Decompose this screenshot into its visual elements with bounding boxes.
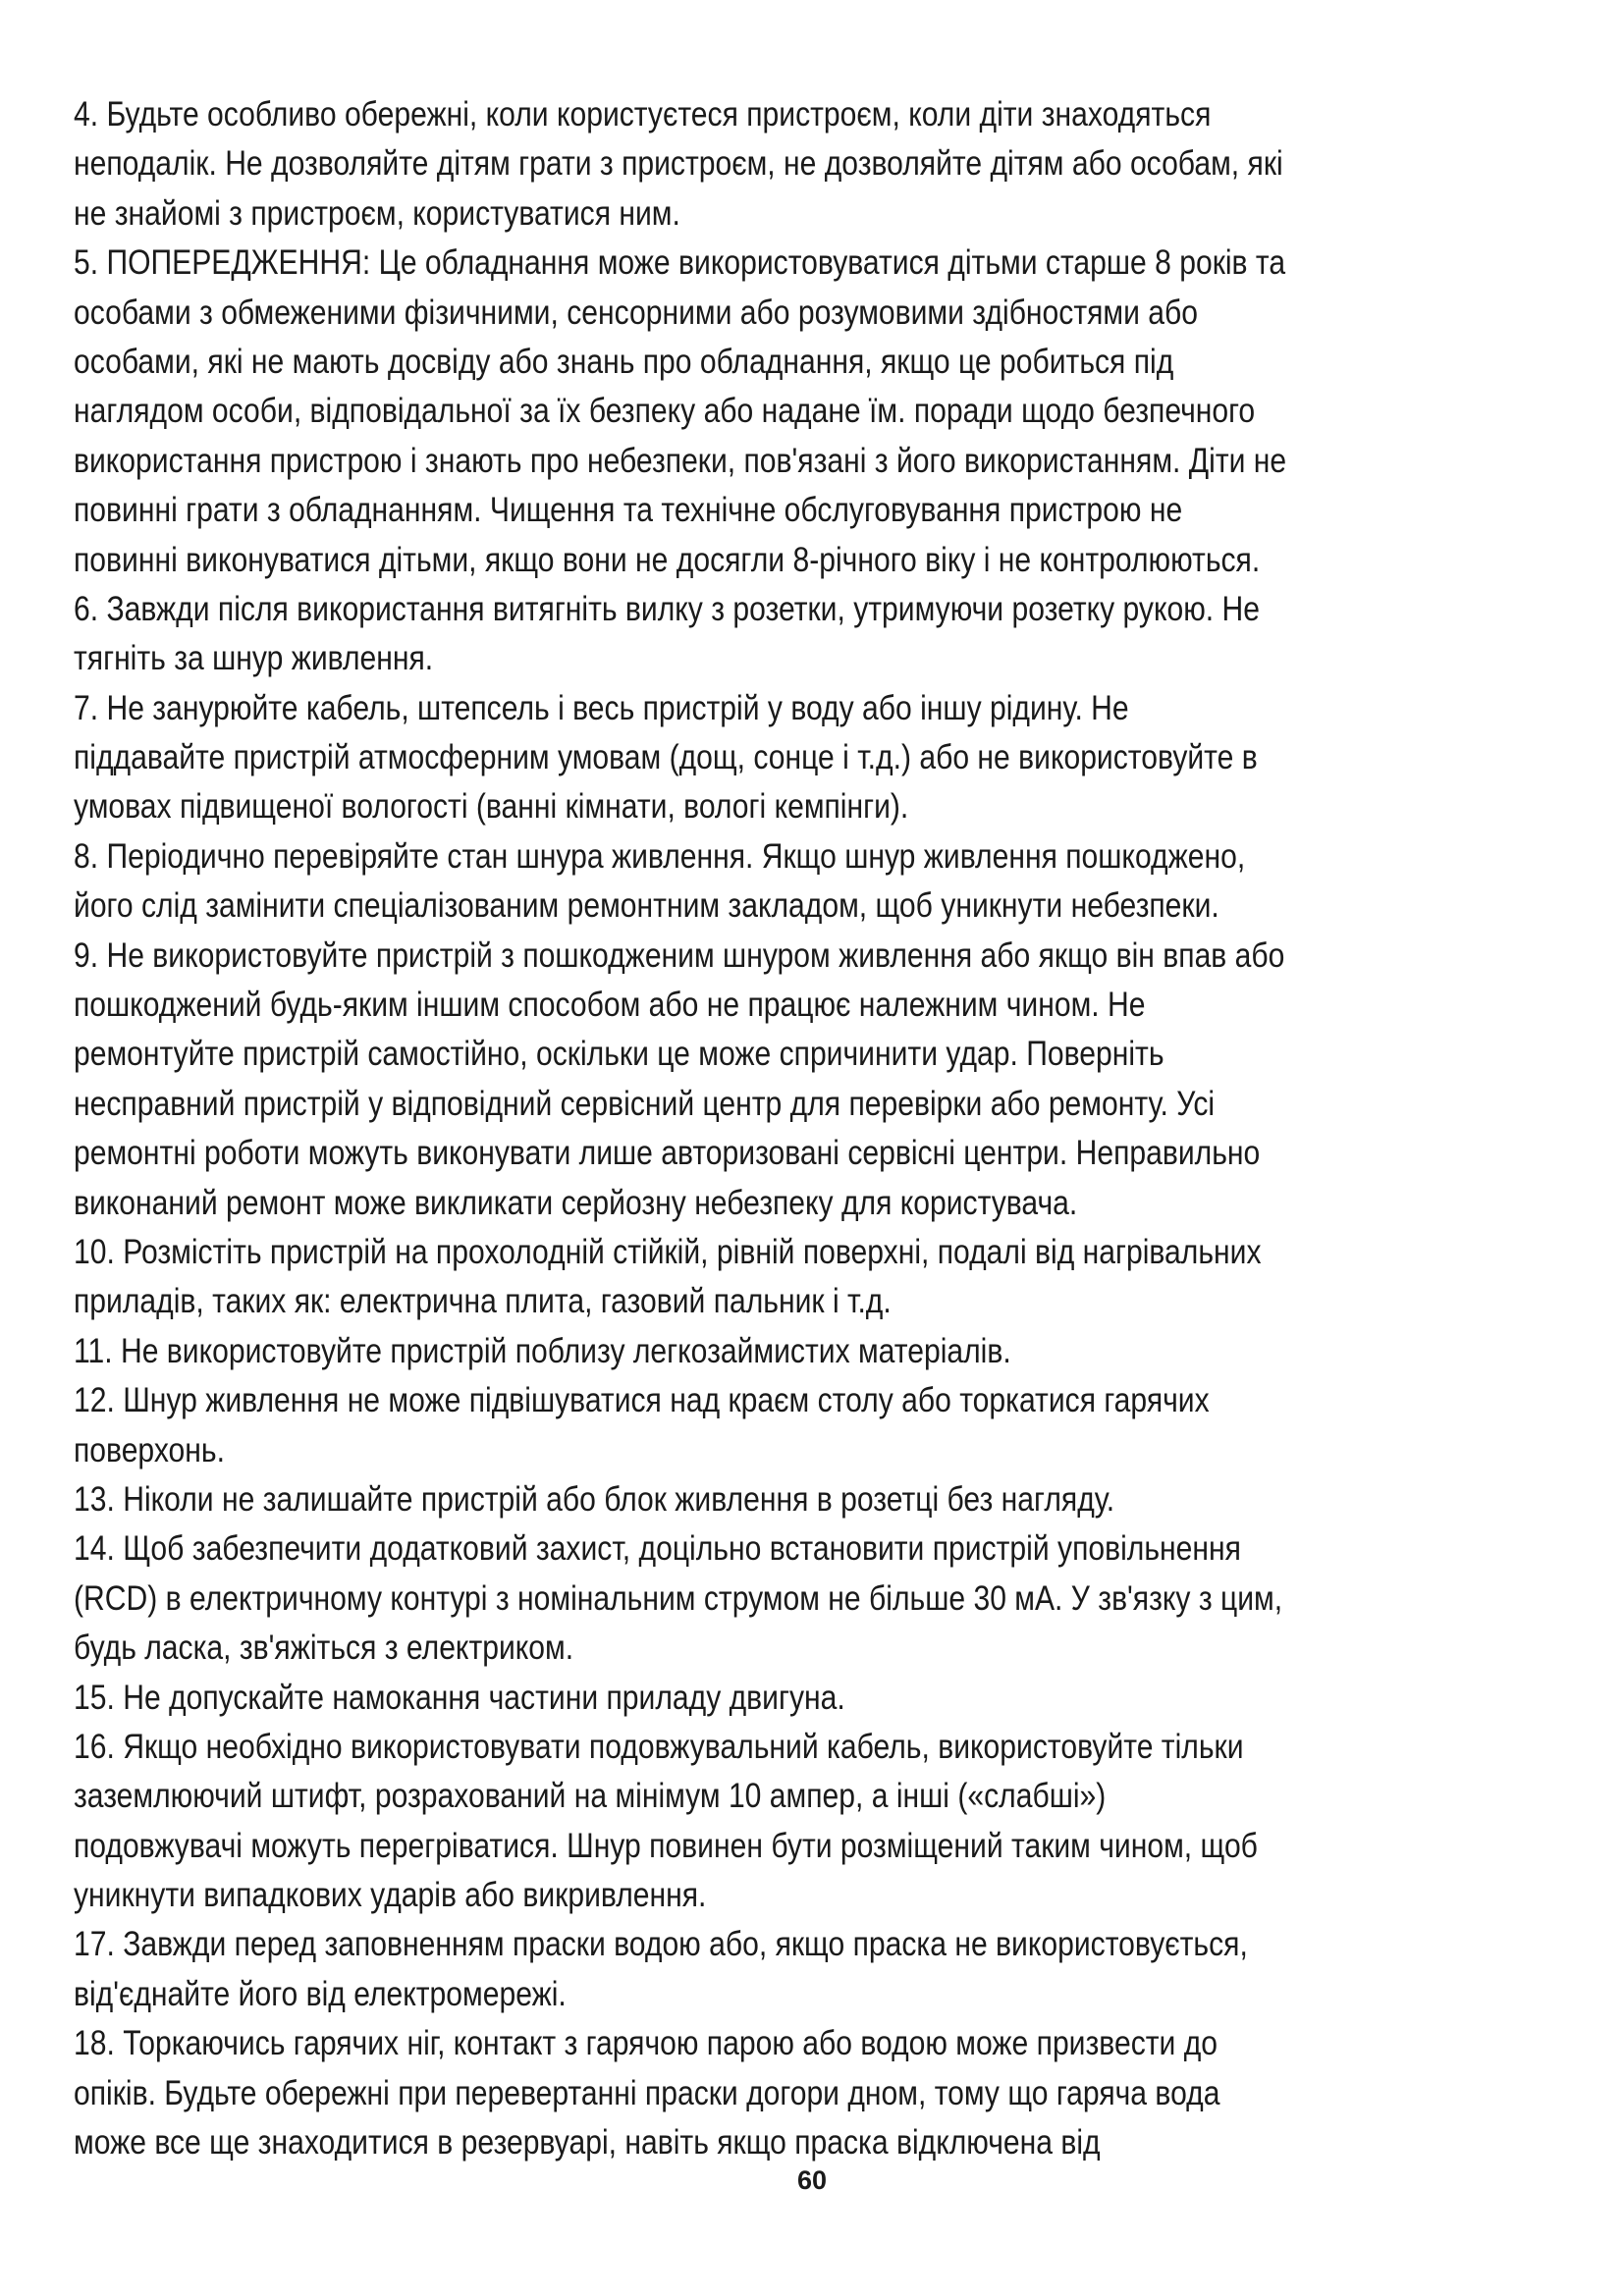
text-line: несправний пристрій у відповідний сервісний центр для перевірки або ремонту. Усі [74, 1084, 1216, 1123]
text-line: ремонтні роботи можуть виконувати лише авторизовані сервісні центри. Неправильно [74, 1134, 1261, 1173]
text-line: виконаний ремонт може викликати серйозну небезпеку для користувача. [74, 1183, 1078, 1222]
text-line: 8. Періодично перевіряйте стан шнура живлення. Якщо шнур живлення пошкоджено, [74, 836, 1246, 876]
paragraph-item-4 [74, 90, 1561, 239]
text-line: 4. Будьте особливо обережні, коли користуєтеся пристроєм, коли діти знаходяться [74, 95, 1212, 133]
paragraph-item-15 [74, 1674, 1561, 1723]
text-line: умовах підвищеної вологості (ванні кімнати, вологі кемпінги). [74, 787, 909, 827]
text-line: ремонтуйте пристрій самостійно, оскільки це може спричинити удар. Поверніть [74, 1035, 1164, 1074]
paragraph-item-10 [74, 1228, 1561, 1327]
text-line: 10. Розмістіть пристрій на прохолодній стійкій, рівній поверхні, подалі від нагрівальних [74, 1232, 1262, 1271]
paragraph-item-8 [74, 832, 1561, 932]
paragraph-item-6 [74, 585, 1561, 684]
page-number: 60 [796, 2165, 828, 2195]
text-line: може все ще знаходитися в резервуарі, навіть якщо праска відключена від [74, 2123, 1101, 2163]
text-line: 11. Не використовуйте пристрій поблизу легкозаймистих матеріалів. [74, 1331, 1011, 1370]
paragraph-item-5 [74, 239, 1561, 585]
text-line: (RCD) в електричному контурі з номінальним струмом не більше 30 мА. У зв'язку з цим, [74, 1578, 1283, 1618]
text-line: 12. Шнур живлення не може підвішуватися над краєм столу або торкатися гарячих [74, 1381, 1210, 1420]
text-line: піддавайте пристрій атмосферним умовам (дощ, сонце і т.д.) або не використовуйте в [74, 738, 1258, 777]
text-line: його слід замінити спеціалізованим ремонтним закладом, щоб уникнути небезпеки. [74, 886, 1219, 926]
text-line: повинні грати з обладнанням. Чищення та технічне обслуговування пристрою не [74, 491, 1183, 530]
paragraph-item-13 [74, 1475, 1561, 1524]
text-line: будь ласка, зв'яжіться з електриком. [74, 1629, 574, 1668]
text-line: заземлюючий штифт, розрахований на мінімум 10 ампер, а інші («слабші») [74, 1777, 1107, 1816]
text-line: 17. Завжди перед заповненням праски водою або, якщо праска не використовується, [74, 1925, 1248, 1964]
text-line: поверхонь. [74, 1430, 225, 1469]
text-line: неподалік. Не дозволяйте дітям грати з пристроєм, не дозволяйте дітям або особам, які [74, 144, 1283, 184]
text-line: 5. ПОПЕРЕДЖЕННЯ: Це обладнання може використовуватися дітьми старше 8 років та [74, 243, 1286, 283]
text-line: повинні виконуватися дітьми, якщо вони не досягли 8-річного віку і не контролюються. [74, 540, 1261, 579]
text-line: опіків. Будьте обережні при перевертанні праски догори дном, тому що гаряча вода [74, 2073, 1220, 2112]
text-line: особами, які не мають досвіду або знань про обладнання, якщо це робиться під [74, 342, 1174, 381]
text-line: 15. Не допускайте намокання частини приладу двигуна. [74, 1678, 845, 1717]
text-line: використання пристрою і знають про небезпеки, пов'язані з його використанням. Діти не [74, 441, 1287, 480]
text-line: 9. Не використовуйте пристрій з пошкодженим шнуром живлення або якщо він впав або [74, 935, 1285, 975]
text-line: приладів, таких як: електрична плита, газовий пальник і т.д. [74, 1282, 892, 1321]
text-line: подовжувачі можуть перегріватися. Шнур повинен бути розміщений таким чином, щоб [74, 1826, 1258, 1865]
text-line: 14. Щоб забезпечити додатковий захист, доцільно встановити пристрій уповільнення [74, 1529, 1241, 1569]
text-line: уникнути випадкових ударів або викривлення. [74, 1876, 707, 1915]
text-line: не знайомі з пристроєм, користуватися ним. [74, 193, 680, 233]
text-line: особами з обмеженими фізичними, сенсорними або розумовими здібностями або [74, 293, 1199, 332]
paragraph-item-17 [74, 1920, 1561, 2019]
paragraph-item-16 [74, 1723, 1561, 1921]
text-line: 6. Завжди після використання витягніть вилку з розетки, утримуючи розетку рукою. Не [74, 589, 1261, 628]
paragraph-item-7 [74, 684, 1561, 832]
paragraph-item-14 [74, 1524, 1561, 1673]
text-line: тягніть за шнур живлення. [74, 639, 434, 678]
text-line: наглядом особи, відповідальної за їх безпеку або надане їм. поради щодо безпечного [74, 392, 1256, 431]
document-body [74, 90, 1561, 2167]
text-line: від'єднайте його від електромережі. [74, 1974, 567, 2013]
text-line: 13. Ніколи не залишайте пристрій або блок живлення в розетці без нагляду. [74, 1479, 1115, 1519]
paragraph-item-18 [74, 2019, 1561, 2167]
text-line: пошкоджений будь-яким іншим способом або не працює належним чином. Не [74, 986, 1146, 1025]
paragraph-item-12 [74, 1376, 1561, 1475]
text-line: 7. Не занурюйте кабель, штепсель і весь пристрій у воду або іншу рідину. Не [74, 688, 1129, 727]
text-line: 16. Якщо необхідно використовувати подовжувальний кабель, використовуйте тільки [74, 1727, 1244, 1766]
paragraph-item-11 [74, 1327, 1561, 1376]
text-line: 18. Торкаючись гарячих ніг, контакт з гарячою парою або водою може призвести до [74, 2024, 1218, 2063]
paragraph-item-9 [74, 932, 1561, 1228]
